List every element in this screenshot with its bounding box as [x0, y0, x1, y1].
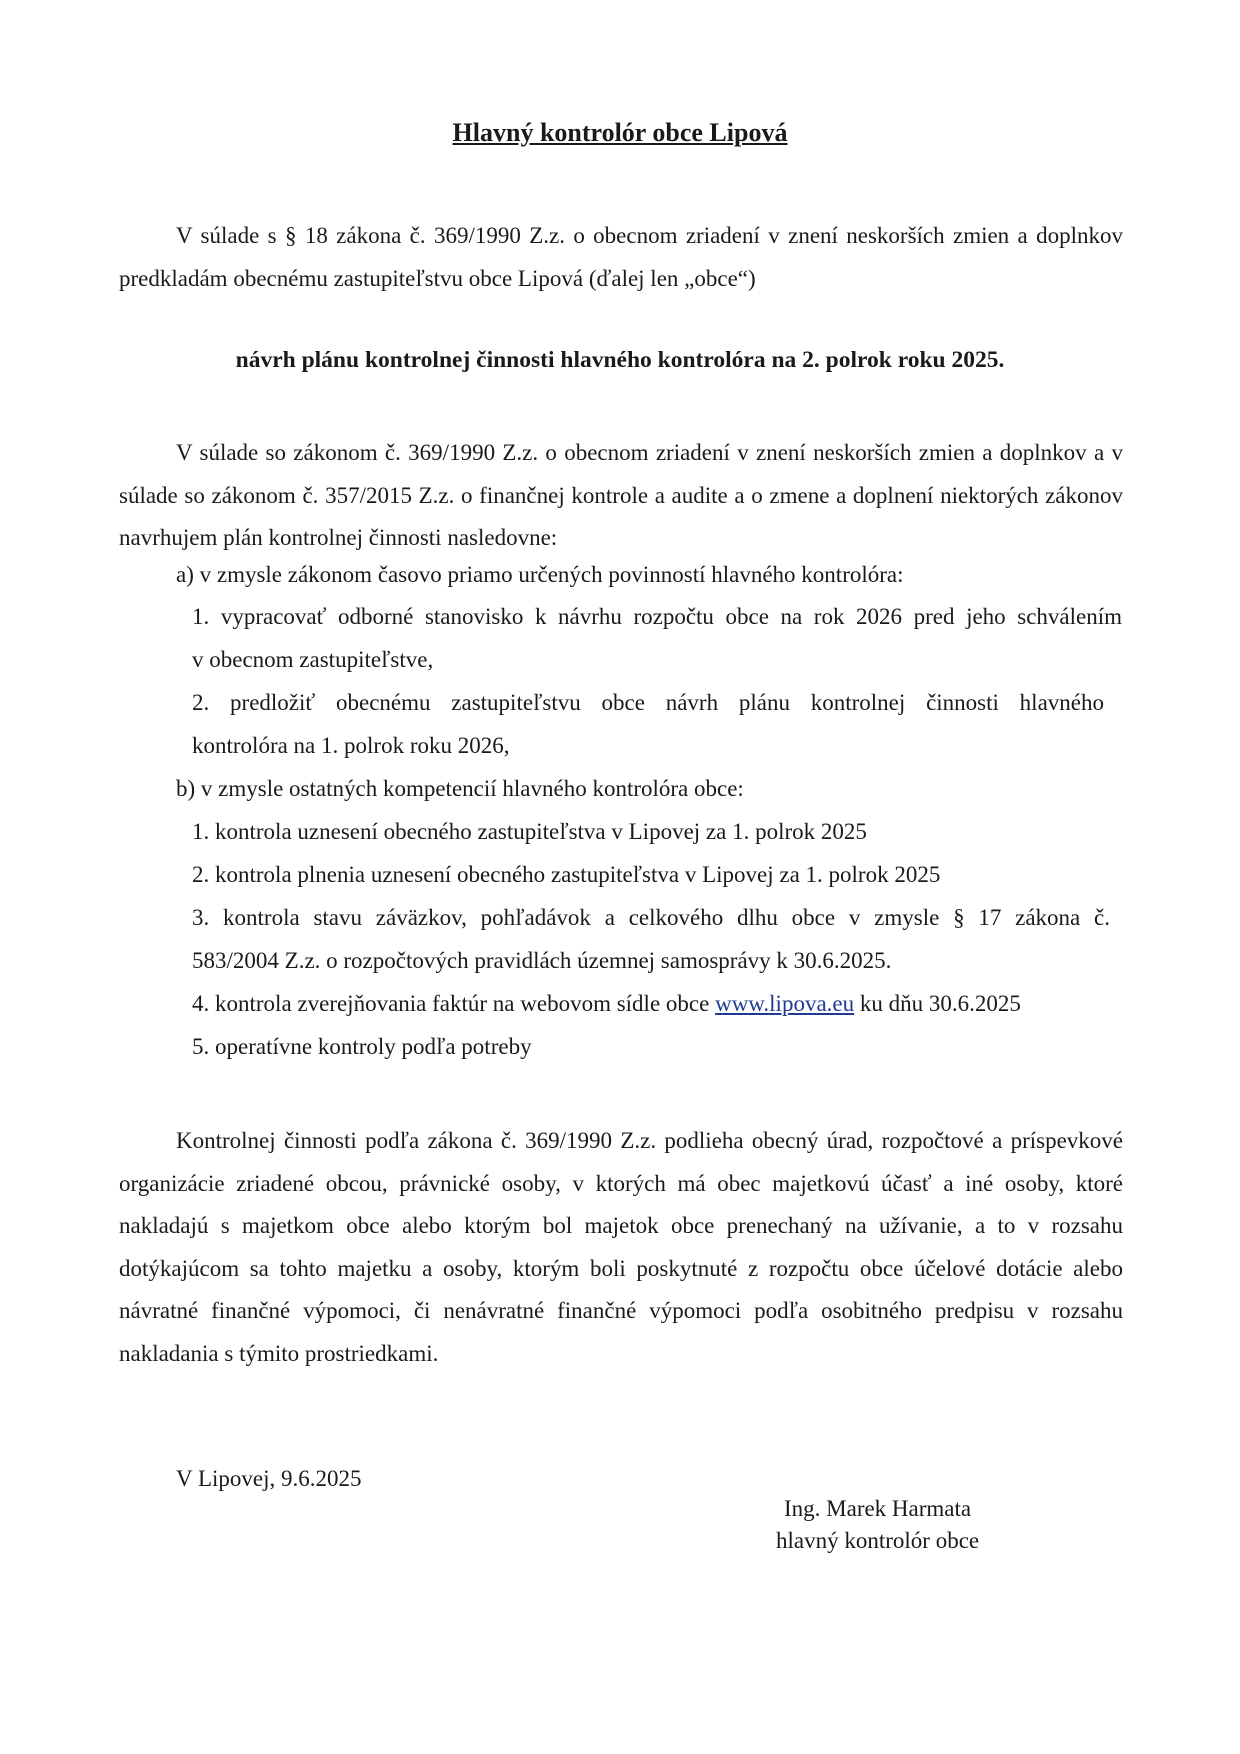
section-a-item-2-line-2: kontrolóra na 1. polrok roku 2026,: [192, 733, 510, 758]
section-a-item-1-line-2: v obecnom zastupiteľstve,: [192, 647, 434, 672]
legal-basis-paragraph: V súlade so zákonom č. 369/1990 Z.z. o obecnom zriadení v znení neskorších zmien a doplnkov a v súlade so zákonom č. 357/2015 Z.z. o finančnej kontrole a audite a o zmene a doplnení niektorých zákonov navrhujem plán kontrolnej činnosti nasledovne:: [119, 440, 1123, 550]
signatory-role: hlavný kontrolór obce: [776, 1528, 980, 1553]
signatory-name: Ing. Marek Harmata: [784, 1496, 972, 1521]
section-a-label: a) v zmysle zákonom časovo priamo určených povinností hlavného kontrolóra:: [176, 562, 904, 587]
section-b-item-1: 1. kontrola uznesení obecného zastupiteľstva v Lipovej za 1. polrok 2025: [192, 819, 867, 844]
intro-paragraph: V súlade s § 18 zákona č. 369/1990 Z.z. o obecnom zriadení v znení neskorších zmien a doplnkov predkladám obecnému zastupiteľstvu obce Lipová (ďalej len „obce“): [119, 223, 1123, 291]
section-b-item-5: 5. operatívne kontroly podľa potreby: [192, 1034, 532, 1059]
place-and-date: V Lipovej, 9.6.2025: [176, 1466, 362, 1491]
section-b-item-2: 2. kontrola plnenia uznesení obecného zastupiteľstva v Lipovej za 1. polrok 2025: [192, 862, 941, 887]
website-link[interactable]: www.lipova.eu: [715, 991, 855, 1016]
section-b-item-3-line-2: 583/2004 Z.z. o rozpočtových pravidlách územnej samosprávy k 30.6.2025.: [192, 948, 892, 973]
section-b-label: b) v zmysle ostatných kompetencií hlavného kontrolóra obce:: [176, 776, 744, 801]
section-b-item-4: [192, 991, 1021, 1017]
scope-paragraph: Kontrolnej činnosti podľa zákona č. 369/1990 Z.z. podlieha obecný úrad, rozpočtové a príspevkové organizácie zriadené obcou, právnické osoby, v ktorých má obec majetkovú účasť a iné osoby, ktoré nakladajú s majetkom obce alebo ktorým bol majetok obce prenechaný na užívanie, a to v rozsahu dotýkajúcom sa tohto majetku a osoby, ktorým boli poskytnuté z rozpočtu obce účelové dotácie alebo návratné finančné výpomoci, či nenávratné finančné výpomoci podľa osobitného predpisu v rozsahu nakladania s týmito prostriedkami.: [119, 1128, 1123, 1366]
section-b-item-4-suffix: ku dňu 30.6.2025: [854, 991, 1021, 1016]
plan-heading: návrh plánu kontrolnej činnosti hlavného kontrolóra na 2. polrok roku 2025.: [235, 347, 1005, 373]
section-b-item-3-line-1: 3. kontrola stavu záväzkov, pohľadávok a celkového dlhu obce v zmysle § 17 zákona č.: [192, 905, 1110, 930]
section-a-item-1-line-1: 1. vypracovať odborné stanovisko k návrhu rozpočtu obce na rok 2026 pred jeho schválením: [192, 604, 1122, 629]
section-b-item-4-text: 4. kontrola zverejňovania faktúr na webovom sídle obce: [192, 991, 716, 1016]
section-a-item-2-line-1: 2. predložiť obecnému zastupiteľstvu obce návrh plánu kontrolnej činnosti hlavného: [192, 690, 1104, 715]
document-title: Hlavný kontrolór obce Lipová: [452, 118, 788, 147]
